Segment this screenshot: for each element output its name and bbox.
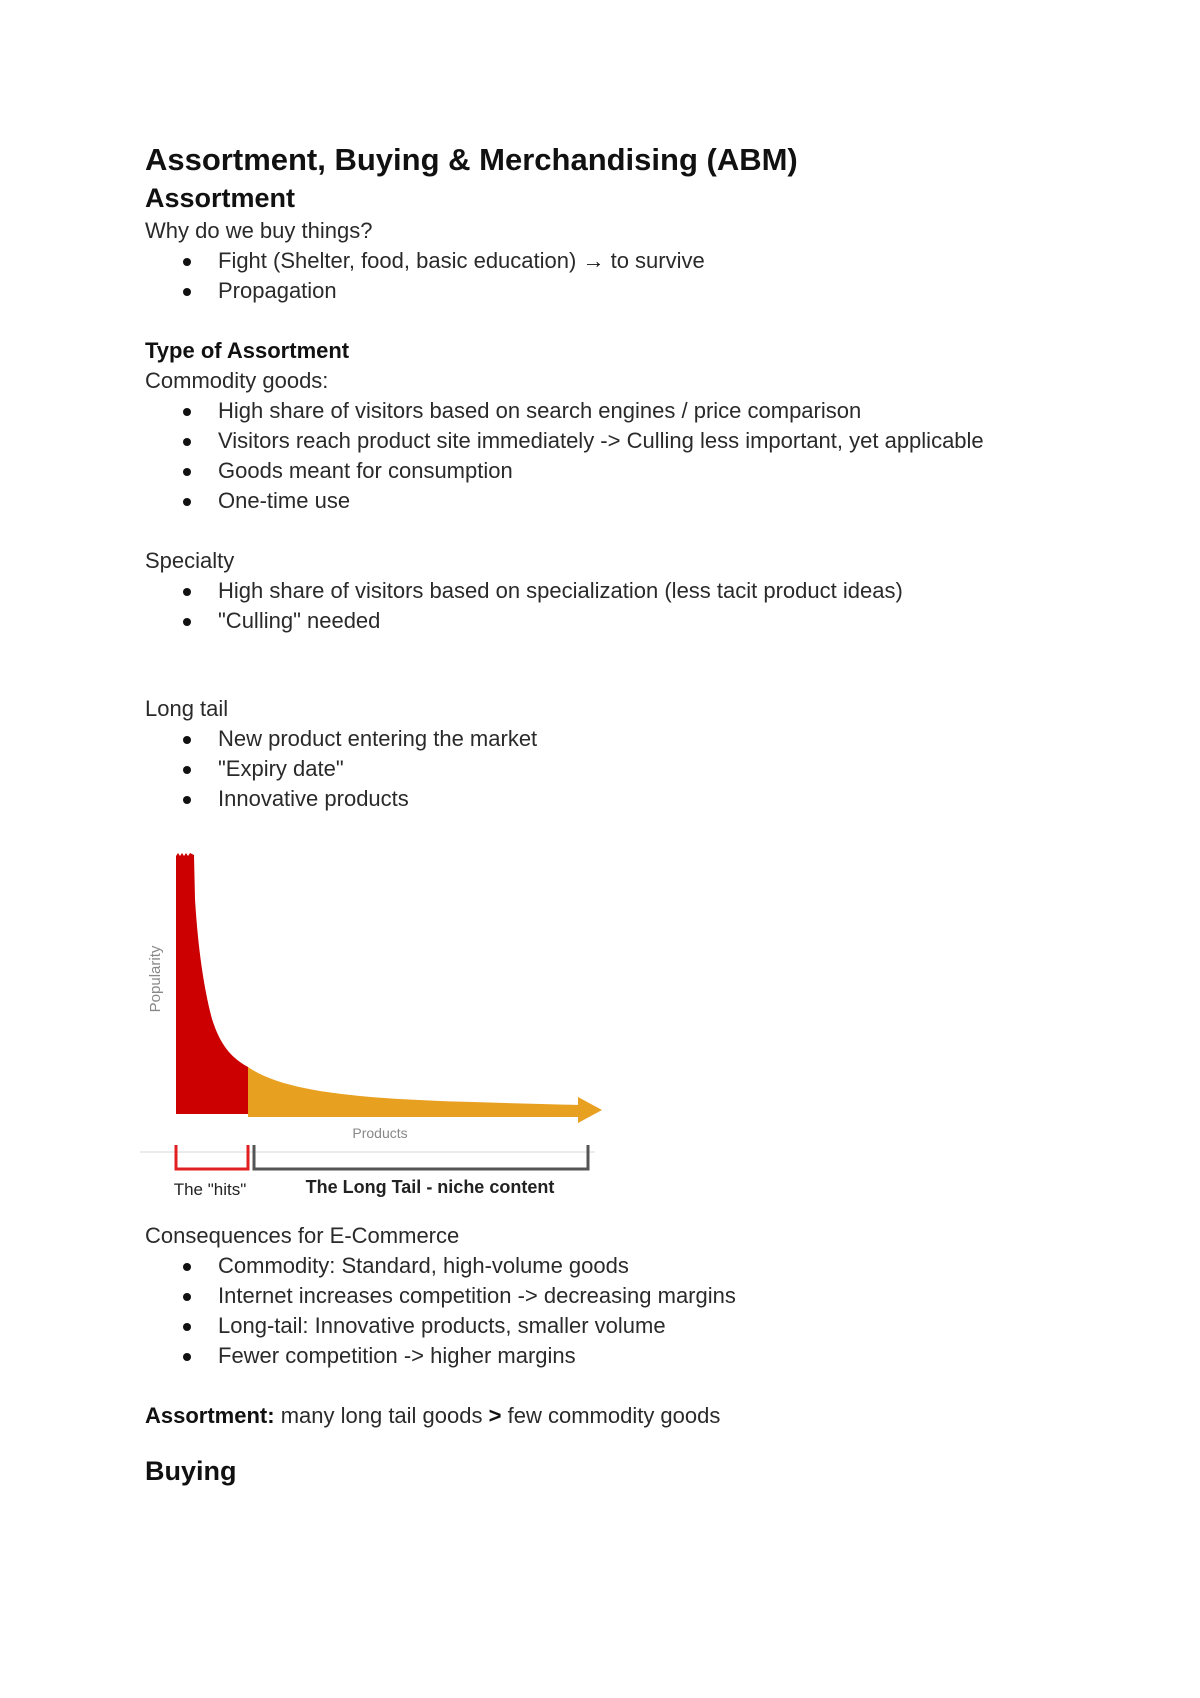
list-item: Innovative products — [145, 784, 1045, 814]
assortment-heading: Assortment — [145, 183, 296, 213]
list-item: "Culling" needed — [145, 606, 1045, 636]
commodity-list — [145, 396, 1045, 516]
question-text: Why do we buy things? — [145, 218, 373, 243]
list-item: High share of visitors based on search engines / price comparison — [145, 396, 1045, 426]
list-item: New product entering the market — [145, 724, 1045, 754]
hits-area — [176, 853, 248, 1114]
axis-arrow-icon — [578, 1097, 602, 1123]
long-tail-chart-svg — [140, 839, 640, 1209]
list-item: Long-tail: Innovative products, smaller volume — [145, 1311, 1045, 1341]
type-of-assortment-heading: Type of Assortment — [145, 338, 350, 363]
hits-label: The "hits" — [173, 1180, 247, 1199]
document-title: Assortment, Buying & Merchandising (ABM) — [145, 142, 798, 177]
y-axis-label: Popularity — [147, 945, 164, 1013]
specialty-list — [145, 576, 1045, 636]
reasons-list — [145, 246, 1045, 306]
list-item: Commodity: Standard, high-volume goods — [145, 1251, 1045, 1281]
list-item: High share of visitors based on specialization (less tacit product ideas) — [145, 576, 1045, 606]
consequences-list — [145, 1251, 1045, 1371]
long-tail-label: Long tail — [145, 696, 229, 721]
x-axis-label: Products — [352, 1125, 408, 1141]
list-item: Fight (Shelter, food, basic education) → to survive — [145, 246, 1045, 276]
hits-bracket — [176, 1145, 248, 1169]
list-item: "Expiry date" — [145, 754, 1045, 784]
long-tail-chart — [140, 839, 640, 1209]
list-item: Goods meant for consumption — [145, 456, 1045, 486]
commodity-label: Commodity goods: — [145, 368, 329, 393]
long-tail-bracket — [254, 1145, 588, 1169]
arrow-icon: → — [582, 248, 605, 273]
long-tail-area — [248, 1067, 580, 1117]
list-item: One-time use — [145, 486, 1045, 516]
list-item: Visitors reach product site immediately -> Culling less important, yet applicable — [145, 426, 1045, 456]
document-page — [145, 140, 1045, 1489]
list-item: Fewer competition -> higher margins — [145, 1341, 1045, 1371]
assortment-summary: Assortment: many long tail goods > few commodity goods — [145, 1403, 721, 1428]
long-tail-label-text: The Long Tail - niche content — [305, 1177, 555, 1197]
consequences-label: Consequences for E-Commerce — [145, 1223, 460, 1248]
long-tail-list — [145, 724, 1045, 814]
buying-heading: Buying — [145, 1456, 237, 1486]
list-item: Internet increases competition -> decreasing margins — [145, 1281, 1045, 1311]
list-item: Propagation — [145, 276, 1045, 306]
specialty-label: Specialty — [145, 548, 235, 573]
